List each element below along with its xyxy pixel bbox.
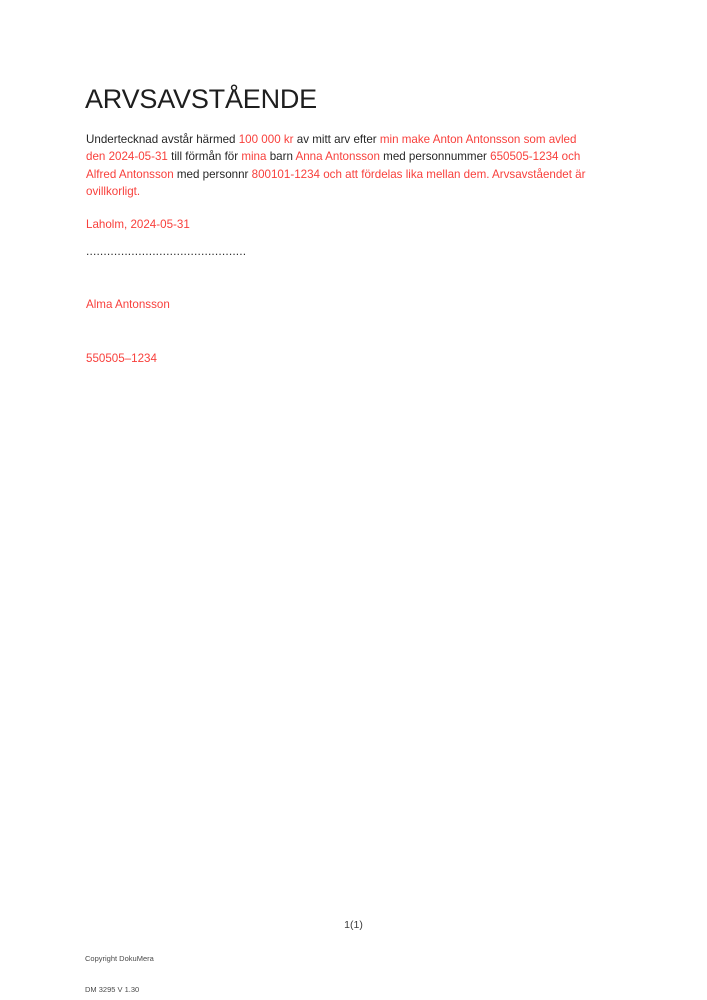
body-text-segment: med personnummer — [379, 150, 491, 164]
body-text-segment: med personnr — [173, 167, 252, 181]
body-text-segment: den 2024-05-31 — [86, 150, 168, 164]
place-date: Laholm, 2024-05-31 — [86, 218, 190, 231]
body-text-segment: barn — [266, 150, 296, 164]
footer-copyright-block — [85, 934, 154, 1000]
body-text-segment: av mitt arv efter — [293, 133, 380, 146]
body-text-segment: mina — [241, 150, 267, 164]
doc-id-line: DM 3295 V 1.30 — [85, 985, 140, 995]
signature-block — [86, 261, 170, 403]
body-line — [86, 183, 585, 200]
body-text-segment: 800101-1234 och att fördelas lika mellan dem. Arvsavståendet är — [251, 167, 586, 181]
body-text-segment: Undertecknad avstår härmed — [86, 133, 239, 146]
signer-name: Alma Antonsson — [86, 298, 170, 312]
body-text-segment: Alfred Antonsson — [86, 167, 174, 181]
body-line — [86, 131, 585, 148]
body-text-segment: Anna Antonsson — [295, 150, 380, 164]
body-text-segment: 100 000 kr — [238, 133, 294, 146]
body-text-segment: 650505-1234 och — [490, 150, 581, 164]
body-text-segment: till förmån för — [167, 150, 242, 164]
body-line — [86, 148, 585, 165]
body-paragraph — [86, 131, 585, 200]
signature-line: .............................................. — [86, 244, 247, 258]
body-text-segment: min make Anton Antonsson som avled — [379, 133, 577, 146]
page-number: 1(1) — [344, 919, 363, 931]
document-title: ARVSAVSTÅENDE — [85, 84, 317, 114]
body-line — [86, 166, 585, 183]
body-text-segment: ovillkorligt. — [86, 184, 141, 198]
signer-personnummer: 550505–1234 — [86, 351, 157, 365]
copyright-line: Copyright DokuMera — [85, 954, 154, 964]
